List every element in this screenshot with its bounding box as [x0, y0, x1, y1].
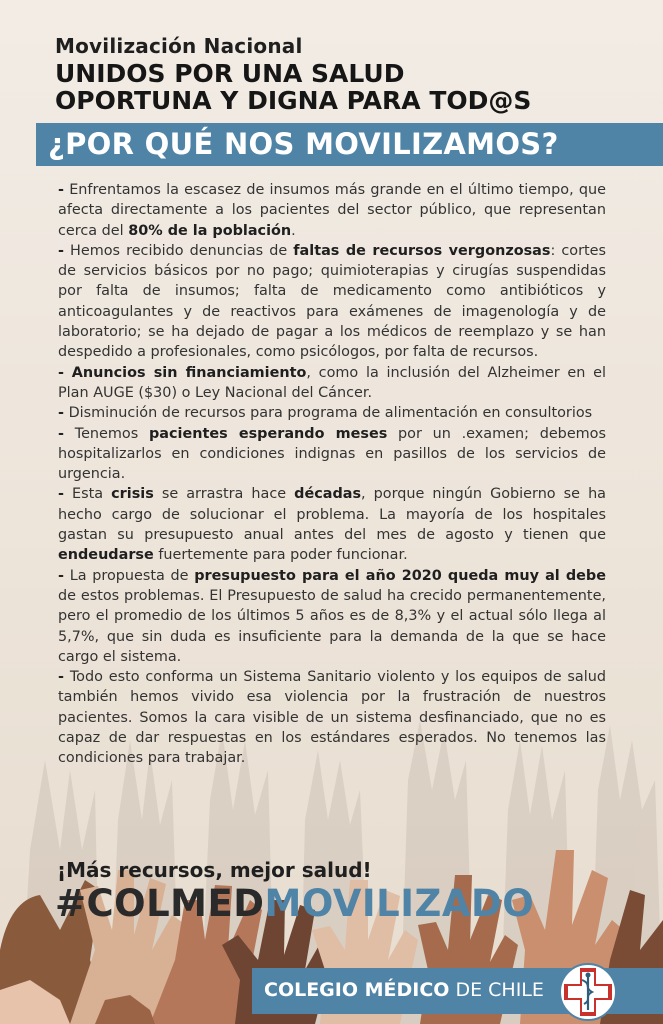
- paragraph-text: Disminución de recursos para programa de alimentación en consultorios: [68, 405, 593, 422]
- paragraph-8: [58, 667, 606, 768]
- paragraph-bold: endeudarse: [58, 547, 154, 564]
- bullet-dash: -: [58, 567, 64, 584]
- kicker-title: Movilización Nacional: [55, 34, 303, 58]
- paragraph-6: [58, 484, 606, 565]
- organization-name-regular: DE CHILE: [449, 979, 544, 1001]
- paragraph-text: , porque ningún Gobierno se ha hecho cargo de solucionar el problema. La mayoría de los hospitales gastan su presupuesto anual antes del mes de agosto y tienen que: [58, 486, 607, 544]
- paragraph-text: : cortes de servicios básicos por no pago; quimioterapias y cirugías suspendidas por falta de insumos; falta de medicamento como antibióticos y anticoagulantes y de reactivos para exámenes de imagenología y de laboratorio; se ha dejado de pagar a los médicos de reemplazo y se han despedido a profesionales, como psicólogos, por falta de recursos.: [58, 242, 606, 361]
- hashtag-part-1: #COLMED: [55, 882, 265, 925]
- paragraph-bold: pacientes esperando meses: [148, 425, 388, 442]
- bullet-dash: -: [58, 182, 64, 198]
- paragraph-bold: presupuesto para el año 2020 queda muy al debe: [194, 567, 606, 584]
- paragraph-bold: décadas: [294, 486, 362, 503]
- paragraph-text: Hemos recibido denuncias de: [70, 242, 294, 259]
- paragraph-bold: Anuncios sin financiamiento: [71, 364, 307, 381]
- paragraph-text: Enfrentamos la escasez de insumos más grande en el último tiempo, que afecta directamente a los pacientes del sector público, que representan cerca del: [58, 182, 606, 239]
- paragraph-5: [58, 424, 606, 485]
- header: [55, 34, 655, 114]
- paragraph-text: de estos problemas. El Presupuesto de salud ha crecido permanentemente, pero el promedio de los últimos 5 años es de 8,3% y el actual sólo llega al 5,7%, que sin duda es insuficiente para la demanda de la que se hace cargo el sistema.: [58, 587, 606, 665]
- bullet-dash: -: [58, 405, 64, 422]
- slogan: ¡Más recursos, mejor salud!: [57, 858, 372, 882]
- paragraph-7: [58, 566, 606, 667]
- question-banner: [36, 123, 663, 166]
- paragraph-text: fuertemente para poder funcionar.: [153, 547, 408, 564]
- paragraph-1: [58, 180, 606, 241]
- paragraph-3: [58, 363, 606, 404]
- headline-line-1: UNIDOS POR UNA SALUD: [55, 59, 405, 88]
- paragraph-bold: 80% de la población: [128, 222, 292, 239]
- organization-name: [264, 979, 544, 1001]
- bullet-dash: -: [58, 364, 64, 381]
- paragraph-text: Tenemos: [74, 425, 149, 442]
- hashtag: [55, 882, 534, 925]
- paragraph-text: por un .examen; debemos hospitalizarlos en condiciones indignas en pasillos de los servicios de urgencia.: [58, 425, 606, 483]
- paragraph-text: , como la inclusión del Alzheimer en el Plan AUGE ($30) o Ley Nacional del Cáncer.: [58, 364, 606, 401]
- paragraph-text: Esta: [72, 486, 112, 503]
- banner-title: ¿POR QUÉ NOS MOVILIZAMOS?: [48, 127, 559, 161]
- paragraph-bold: crisis: [111, 486, 154, 503]
- hashtag-part-2: MOVILIZADO: [264, 882, 535, 925]
- paragraph-bold: faltas de recursos vergonzosas: [293, 242, 551, 259]
- body-text: [58, 180, 606, 769]
- paragraph-text: Todo esto conforma un Sistema Sanitario violento y los equipos de salud también hemos vivido esa violencia por la frustración de nuestros pacientes. Somos la cara visible de un sistema desfinanciado, que no es capaz de dar respuestas en los estándares esperados. No tenemos las condiciones para trabajar.: [58, 669, 606, 767]
- headline-line-2: OPORTUNA Y DIGNA PARA TOD@S: [55, 86, 532, 115]
- paragraph-text: .: [291, 222, 296, 239]
- paragraph-4: [58, 403, 606, 423]
- headline: [55, 60, 655, 114]
- paragraph-text: La propuesta de: [69, 567, 195, 584]
- organization-name-bold: COLEGIO MÉDICO: [264, 979, 450, 1001]
- paragraph-text: se arrastra hace: [153, 486, 295, 503]
- bullet-dash: -: [58, 486, 64, 503]
- medical-caduceus-cross-logo: [558, 962, 618, 1022]
- bullet-dash: -: [58, 425, 64, 442]
- bullet-dash: -: [58, 669, 64, 686]
- paragraph-2: [58, 241, 606, 363]
- bullet-dash: -: [58, 242, 64, 259]
